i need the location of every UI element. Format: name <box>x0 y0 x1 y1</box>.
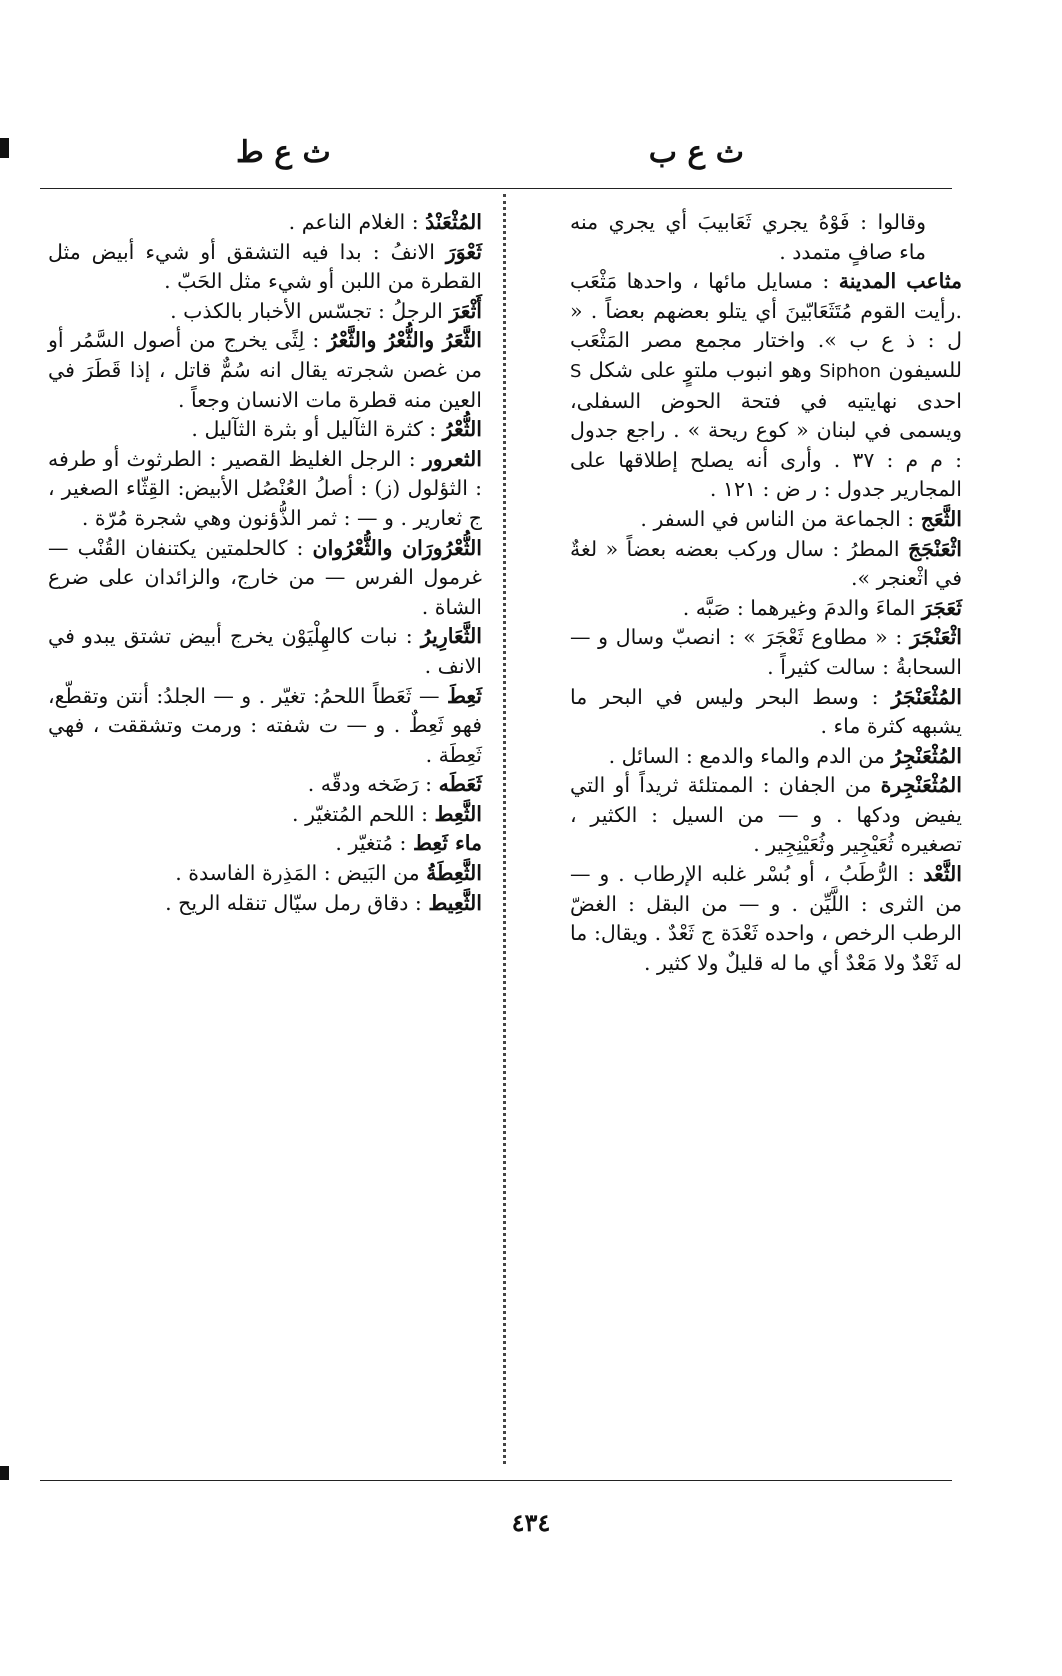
dictionary-entry <box>48 859 482 889</box>
latin-term: S <box>570 360 582 382</box>
dictionary-entry <box>570 860 962 978</box>
entry-definition: : رَضَخه ودقّه . <box>307 772 439 797</box>
entry-definition: — ثَعَطاً اللحمُ: تغيّر . و — الجلدُ: أنتن وتقطّع، فهو ثَعِطٌ . و — ت شفته : ورمت وتشققت ، فهي ثَعِطَة . <box>48 683 482 767</box>
entry-definition: : « مطاوع ثَعْجَرَ » : انصبّ وسال و — السحابةُ : سالت كثيراً . <box>570 625 962 679</box>
dictionary-entry <box>48 889 482 919</box>
entry-headword: ثَعَطَه <box>438 772 482 797</box>
entry-text: احدى نهايتيه في فتحة الحوض السفلى، ويسمى في لبنان « كوع ريحة » . راجع جدول : م م : ٣٧ . وأرى أنه يصلح إطلاقها على المجارير جدول : ر ض : ١٢١ . <box>570 388 962 502</box>
dictionary-entry <box>48 829 482 859</box>
column-divider <box>503 194 506 1464</box>
dictionary-entry <box>570 771 962 860</box>
entry-definition: المطرُ : سال وركب بعضه بعضاً « لغةٌ في اثْعنجر ». <box>570 536 962 591</box>
right-column <box>570 208 962 978</box>
entry-headword: اثْعَنْجَرَ <box>909 625 962 650</box>
dictionary-entry <box>570 535 962 594</box>
entry-definition: : لِثًى يخرج من أصول السَّمُر أو من غصن شجرته يقال انه سُمٌّ قاتل ، إذا قَطَرَ في العين منه قطرة مات الانسان وجعاً . <box>48 328 482 412</box>
entry-headword: الثعرور <box>422 446 482 471</box>
dictionary-entry <box>570 742 962 772</box>
dictionary-entry <box>48 682 482 771</box>
entry-headword: المُثْعَنْجِرة <box>880 773 962 798</box>
entry-definition: : مسايل مائها ، واحدها مَثْعَب . <box>570 269 962 323</box>
entry-continuation <box>570 208 962 267</box>
entry-definition: : الرُّطَبُ ، أو بُسْر غلبه الإرطاب . و — من الثرى : اللَّيِّن . و — من البقل : الغضّ الرطب الرخص ، واحده ثَعْدَة ج ثَعْدٌ . ويقال: ما له ثَعْدٌ ولا مَعْدٌ أي ما له قليلٌ ولا كثير . <box>570 862 962 975</box>
page-number: ٤٣٤ <box>511 1508 551 1537</box>
bottom-rule <box>40 1480 952 1481</box>
entry-definition: : نبات كالهِلْيَوْن يخرج أبيض تشتق يبدو في الانف . <box>48 624 482 678</box>
entry-headword: الثَّعَرُ والثُّعْرُ والثَّعْرُ <box>327 328 482 353</box>
entry-definition: : مُتغيّر . <box>335 831 413 856</box>
entry-headword: ثَعْوَرَ <box>445 239 482 264</box>
entry-headword: اثْعَنْجَجَ <box>908 536 962 561</box>
header-left-root: ث ع ط <box>236 135 331 170</box>
entry-headword: المُثْعَنْدُ <box>425 210 482 234</box>
entry-definition: : الرجل الغليظ القصير : الطرثوث أو طرفه : الثؤلول (ز) : أصلُ العُنْصُل الأبيض: القِثّاء الصغير ، ج ثعارير . و — : ثمر الذُّؤنون وهي شجرة مُرّة . <box>48 446 482 530</box>
scan-edge-mark <box>0 138 9 158</box>
dictionary-entry <box>570 683 962 742</box>
dictionary-entry <box>48 415 482 445</box>
dictionary-entry <box>48 238 482 297</box>
entry-headword: الثُّعْرُورَان والثُّعْرُوان <box>312 535 482 560</box>
entry-headword: الثَّعْد <box>923 862 962 887</box>
entry-definition: من الجفان : الممتلئة ثريداً أو التي يفيض ودكها . و — من السيل : الكثير ، تصغيره ثُعَيْجِير وثُعَيْنِجِير . <box>570 773 962 857</box>
entry-definition: : الغلام الناعم . <box>288 210 426 234</box>
entry-definition: : الجماعة من الناس في السفر . <box>640 506 921 531</box>
dictionary-entry <box>48 534 482 623</box>
entry-headword: الثَّعَج <box>920 506 962 531</box>
entry-headword: الثُّعْرُ <box>442 417 482 442</box>
entry-headword: مثاعب المدينة <box>838 269 962 294</box>
entry-definition: : وسط البحر وليس في البحر ما يشبهه كثرة ماء . <box>570 684 962 739</box>
dictionary-entry <box>48 445 482 534</box>
dictionary-entry <box>48 800 482 830</box>
latin-term: Siphon <box>819 360 882 382</box>
entry-definition: الماءَ والدمَ وغيرهما : صَبَّه . <box>682 595 922 620</box>
dictionary-entry <box>48 622 482 681</box>
entry-headword: ماء ثَعِط <box>412 831 482 856</box>
entry-definition: الانفُ : بدا فيه التشقق أو شيء أبيض مثل القطرة من اللبن أو شيء مثل الحَبّ . <box>48 239 482 294</box>
entry-headword: الثَّعَارِيرُ <box>420 624 482 649</box>
dictionary-entry <box>48 326 482 415</box>
entry-headword: المُثْعَنْجِرُ <box>891 743 962 768</box>
scan-edge-mark <box>0 1466 9 1480</box>
entry-text: « ل : ذ ع ب ». واختار مجمع مصر المَثْعَب للسيفون <box>570 298 962 382</box>
dictionary-entry <box>570 623 962 682</box>
entry-headword: الثَّعِيط <box>428 890 482 915</box>
dictionary-entry <box>570 267 962 505</box>
dictionary-entry <box>570 505 962 535</box>
entry-text: وقالوا : فَوْهُ يجري ثَعَابيبَ أي يجري منه ماء صافٍ متمدد . <box>570 210 926 264</box>
entry-headword: المُثْعَنْجَرُ <box>891 684 962 709</box>
entry-headword: الثَّعِطَةُ <box>426 861 482 886</box>
header-right-root: ث ع ب <box>648 135 744 170</box>
entry-headword: ثَعَجَرَ <box>921 595 962 620</box>
top-rule <box>40 188 952 189</box>
entry-headword: الثَّعِط <box>434 801 482 826</box>
entry-headword: ثَعِطَ <box>446 683 482 708</box>
entry-definition: : كالحلمتين يكتنفان القُنْب — غرمول الفرس — من خارج، والزائدان على ضرع الشاة . <box>48 535 482 619</box>
dictionary-entry <box>48 208 482 238</box>
left-column <box>48 208 482 918</box>
entry-definition: من الدم والماء والدمع : السائل . <box>608 743 892 768</box>
entry-definition: من البَيض : المَذِرة الفاسدة . <box>175 861 427 886</box>
entry-text: وهو انبوب ملتوٍ على شكل <box>588 357 812 382</box>
dictionary-entry <box>48 770 482 800</box>
entry-definition: : كثرة الثآليل أو بثرة الثآليل . <box>191 417 443 442</box>
dictionary-entry <box>570 594 962 624</box>
entry-headword: أَثْعَرَ <box>449 298 482 323</box>
entry-definition: الرجلُ : تجسّس الأخبار بالكذب . <box>170 298 450 323</box>
dictionary-entry <box>48 297 482 327</box>
entry-definition: : دقاق رمل سيّال تنقله الريح . <box>165 890 429 915</box>
entry-definition: : اللحم المُتغيّر . <box>292 801 435 826</box>
entry-text: رأيت القوم مُتَثَعَابّينَ أي يتلو بعضهم بعضاً . <box>590 298 956 323</box>
